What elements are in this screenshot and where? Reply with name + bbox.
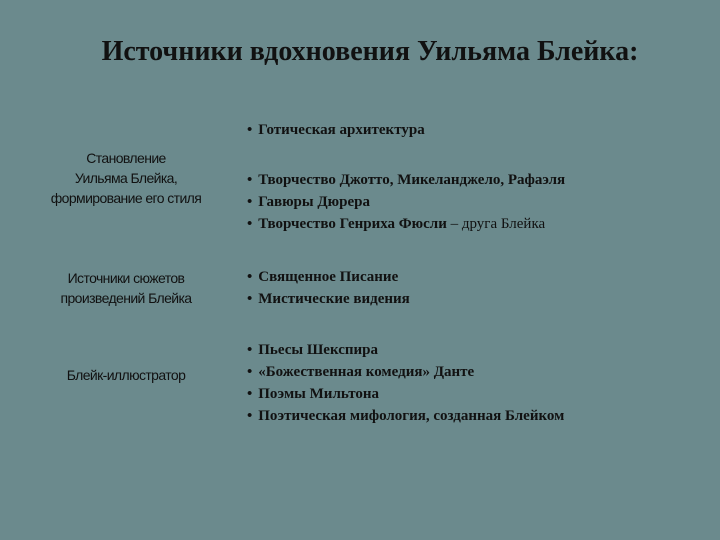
list-gap	[247, 141, 565, 169]
section-label-line: Уильяма Блейка,	[74, 170, 178, 186]
list-item	[247, 266, 410, 288]
section-label-line: формирование его стиля	[50, 190, 202, 206]
list-item-text: Священное Писание	[258, 269, 399, 285]
list-item-suffix: – друга Блейка	[446, 216, 546, 232]
bullet-icon: •	[247, 216, 253, 232]
list-item-text: Готическая архитектура	[258, 122, 425, 138]
list-item	[247, 383, 564, 405]
list-item-text: Мистические видения	[258, 291, 410, 307]
list-item-text: Творчество Генриха Фюсли	[258, 216, 447, 232]
section-label-line: произведений Блейка	[60, 290, 192, 306]
bullet-icon: •	[247, 408, 253, 424]
list-item-text: «Божественная комедия» Данте	[258, 364, 475, 380]
section-label-formation	[20, 148, 232, 208]
bullet-icon: •	[247, 386, 253, 402]
bullet-icon: •	[247, 122, 253, 138]
bullet-icon: •	[247, 342, 253, 358]
list-item	[247, 361, 564, 383]
list-item-text: Пьесы Шекспира	[258, 342, 379, 358]
bullet-icon: •	[247, 172, 253, 188]
list-item-text: Гавюры Дюрера	[258, 194, 370, 210]
bullet-list-formation	[247, 119, 565, 235]
list-item	[247, 191, 565, 213]
list-item	[247, 339, 564, 361]
section-label-line: Блейк-иллюстратор	[66, 367, 186, 383]
list-item	[247, 213, 565, 235]
list-item-text: Поэтическая мифология, созданная Блейком	[258, 408, 565, 424]
section-label-line: Источники сюжетов	[67, 270, 185, 286]
list-item-text: Поэмы Мильтона	[258, 386, 380, 402]
list-item	[247, 288, 410, 310]
bullet-icon: •	[247, 291, 253, 307]
section-label-sources	[20, 268, 232, 308]
bullet-icon: •	[247, 194, 253, 210]
section-label-line: Становление	[86, 150, 166, 166]
bullet-icon: •	[247, 364, 253, 380]
bullet-icon: •	[247, 269, 253, 285]
slide-title: Источники вдохновения Уильяма Блейка:	[101, 36, 639, 67]
bullet-list-illustrator	[247, 339, 564, 427]
list-item-text: Творчество Джотто, Микеланджело, Рафаэля	[258, 172, 566, 188]
section-label-illustrator	[20, 365, 232, 385]
list-item	[247, 119, 565, 141]
bullet-list-sources	[247, 266, 410, 310]
list-item	[247, 169, 565, 191]
list-item	[247, 405, 564, 427]
